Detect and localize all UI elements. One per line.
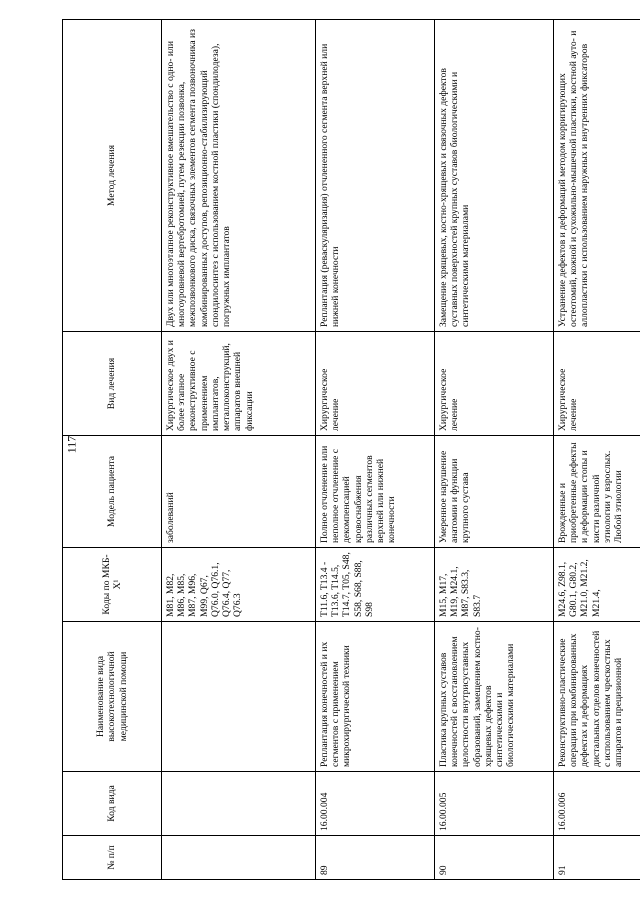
table-row bbox=[435, 20, 554, 880]
cell-icd: M81, M82, M86, M85, M87, M96, M99, Q67, Q76.0, Q76.1, Q76.4, Q77, Q76.3 bbox=[162, 548, 316, 622]
cell-treatment-type: Хирургическое двух и более этапное реконструктивное с применением имплантатов, металлоконструкций, аппаратов внешней фиксации bbox=[162, 332, 316, 436]
header-number: № п/п bbox=[63, 836, 162, 880]
header-icd: Коды по МКБ-X¹ bbox=[63, 548, 162, 622]
cell-model: заболеваний bbox=[162, 436, 316, 548]
cell-name: Реконструктивно-пластические операции при комбинированных дефектах и деформациях дистальных отделов конечностей с использованием чрескостных аппаратов и прецизионной bbox=[554, 622, 640, 772]
medical-care-table-sheet bbox=[62, 20, 640, 880]
cell-number: 91 bbox=[554, 836, 640, 880]
cell-icd: M15, M17, M19, M24.1, M87, S83.3, S83.7 bbox=[435, 548, 554, 622]
cell-code bbox=[162, 772, 316, 836]
cell-code: 16.00.004 bbox=[316, 772, 435, 836]
cell-number bbox=[162, 836, 316, 880]
header-name: Наименование вида высокотехнологичной медицинской помощи bbox=[63, 622, 162, 772]
cell-code: 16.00.006 bbox=[554, 772, 640, 836]
cell-treatment-method: Реплантация (реваскуляризация) отчлененного сегмента верхней или нижней конечности bbox=[316, 20, 435, 332]
cell-name: Пластика крупных суставов конечностей с восстановлением целостности внутрисуставных образований, замещением костно-хрящевых дефектов синтетическими и биологическими материалами bbox=[435, 622, 554, 772]
cell-name: Реплантация конечностей и их сегментов с применением микрохирургической техники bbox=[316, 622, 435, 772]
cell-treatment-type: Хирургическое лечение bbox=[316, 332, 435, 436]
cell-number: 90 bbox=[435, 836, 554, 880]
medical-care-table bbox=[62, 19, 640, 880]
cell-treatment-method: Двух или многоэтапное реконструктивное вмешательство с одно- или многоуровневой вертебротомией, путем резекции позвонка, межпозвонкового диска, связочных элементов сегмента позвоночника из комбинированных доступов, репозиционно-стабилизирующий спондилосинтез с использованием костной пластики (спондилодеза), погружных имплантатов bbox=[162, 20, 316, 332]
cell-treatment-type: Хирургическое лечение bbox=[435, 332, 554, 436]
cell-code: 16.00.005 bbox=[435, 772, 554, 836]
cell-name bbox=[162, 622, 316, 772]
table-header-row bbox=[63, 20, 162, 880]
header-treatment-type: Вид лечения bbox=[63, 332, 162, 436]
header-treatment-method: Метод лечения bbox=[63, 20, 162, 332]
cell-number: 89 bbox=[316, 836, 435, 880]
cell-icd: M24.6, Z98.1, G80.1, G80.2, M21.0, M21.2, M21.4, bbox=[554, 548, 640, 622]
cell-treatment-method: Замещение хрящевых, костно-хрящевых и связочных дефектов суставных поверхностей крупных суставов биологическими и синтетическими материалами bbox=[435, 20, 554, 332]
table-row bbox=[316, 20, 435, 880]
cell-model: Полное отчленение или неполное отчленение с декомпенсацией кровоснабжения различных сегментов верхней или нижней конечности bbox=[316, 436, 435, 548]
cell-icd: T11.6, T13.4 - T13.6, T14.5, T14.7, T05, S48, S58, S68, S88, S98 bbox=[316, 548, 435, 622]
cell-model: Умеренное нарушение анатомии и функции крупного сустава bbox=[435, 436, 554, 548]
cell-treatment-method: Устранение дефектов и деформаций методом корригирующих остеотомий, кожной и сухожильно-мышечной пластики, костной ауто- и аллопластики с использованием наружных и внутренних фиксаторов bbox=[554, 20, 640, 332]
page-number: 117 bbox=[64, 435, 79, 454]
table-row-continuation bbox=[162, 20, 316, 880]
header-model: Модель пациента bbox=[63, 436, 162, 548]
header-code: Код вида bbox=[63, 772, 162, 836]
table-row bbox=[554, 20, 640, 880]
cell-treatment-type: Хирургическое лечение bbox=[554, 332, 640, 436]
cell-model: Врожденные и приобретенные дефекты и деформации стопы и кисти различной этиологии у взрослых. Любой этиологии bbox=[554, 436, 640, 548]
